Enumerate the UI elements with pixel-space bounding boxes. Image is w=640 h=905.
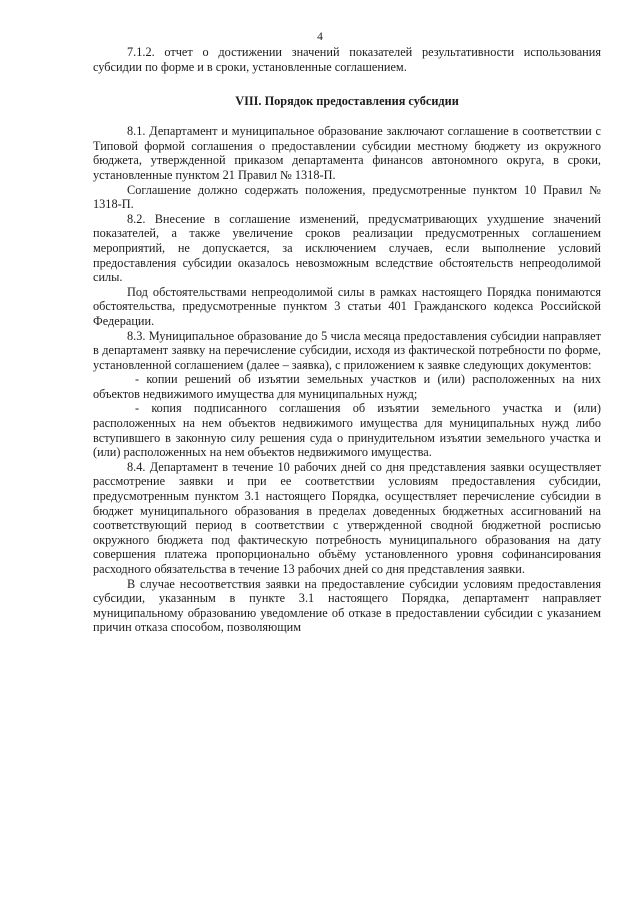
list-item-decisions-copies: - копии решений об изъятии земельных участков и (или) расположенных на них объектов недвижимого имущества для муниципальных нужд; [93, 372, 601, 401]
document-body [93, 45, 601, 635]
paragraph-refusal-notice: В случае несоответствия заявки на предоставление субсидии условиям предоставления субсидии, указанным в пункте 3.1 настоящего Порядка, департамент направляет муниципальному образованию уведомление об отказе в предоставлении субсидии с указанием причин отказа способом, позволяющим [93, 576, 601, 635]
paragraph-8-4: 8.4. Департамент в течение 10 рабочих дней со дня представления заявки осуществляет рассмотрение заявки и при ее соответствии условиям предоставления субсидии, предусмотренным пунктом 3.1 настоящего Порядка, осуществляет перечисление субсидии в бюджет муниципального образования в пределах доведенных бюджетных ассигнований на соответствующий период в соответствии с утвержденной сводной бюджетной росписью окружного бюджета под фактическую потребность муниципального образования на дату совершения платежа пропорционально объёму установленного уровня софинансирования расходного обязательства в течение 13 рабочих дней со дня представления заявки. [93, 459, 601, 576]
paragraph-8-2: 8.2. Внесение в соглашение изменений, предусматривающих ухудшение значений показателей, а также увеличение сроков реализации предусмотренных соглашением мероприятий, не допускается, за исключением случаев, если выполнение условий предоставления субсидии оказалось невозможным вследствие обстоятельств непреодолимой силы. [93, 211, 601, 285]
paragraph-8-1: 8.1. Департамент и муниципальное образование заключают соглашение в соответствии с Типовой формой соглашения о предоставлении субсидии местному бюджету из окружного бюджета, утвержденной приказом департамента финансов автономного округа, в сроки, установленные пунктом 21 Правил № 1318-П. [93, 124, 601, 182]
section-heading: VIII. Порядок предоставления субсидии [235, 94, 459, 109]
list-item-agreement-copy: - копия подписанного соглашения об изъятии земельного участка и (или) расположенных на нем объектов недвижимого имущества для муниципальных нужд либо вступившего в законную силу решения суда о принудительном изъятии земельного участка и (или) расположенных на нем объектов недвижимого имущества. [93, 401, 601, 460]
paragraph-7-1-2: 7.1.2. отчет о достижении значений показателей результативности использования субсидии по форме и в сроки, установленные соглашением. [93, 45, 601, 74]
paragraph-force-majeure: Под обстоятельствами непреодолимой силы в рамках настоящего Порядка понимаются обстоятельства, предусмотренные пунктом 3 статьи 401 Гражданского кодекса Российской Федерации. [93, 284, 601, 328]
paragraph-agreement-content: Соглашение должно содержать положения, предусмотренные пунктом 10 Правил № 1318-П. [93, 182, 601, 212]
paragraph-8-3: 8.3. Муниципальное образование до 5 числа месяца предоставления субсидии направляет в департамент заявку на перечисление субсидии, исходя из фактической потребности по форме, установленной соглашением (далее – заявка), с приложением к заявке следующих документов: [93, 328, 601, 372]
page-number: 4 [317, 31, 323, 43]
